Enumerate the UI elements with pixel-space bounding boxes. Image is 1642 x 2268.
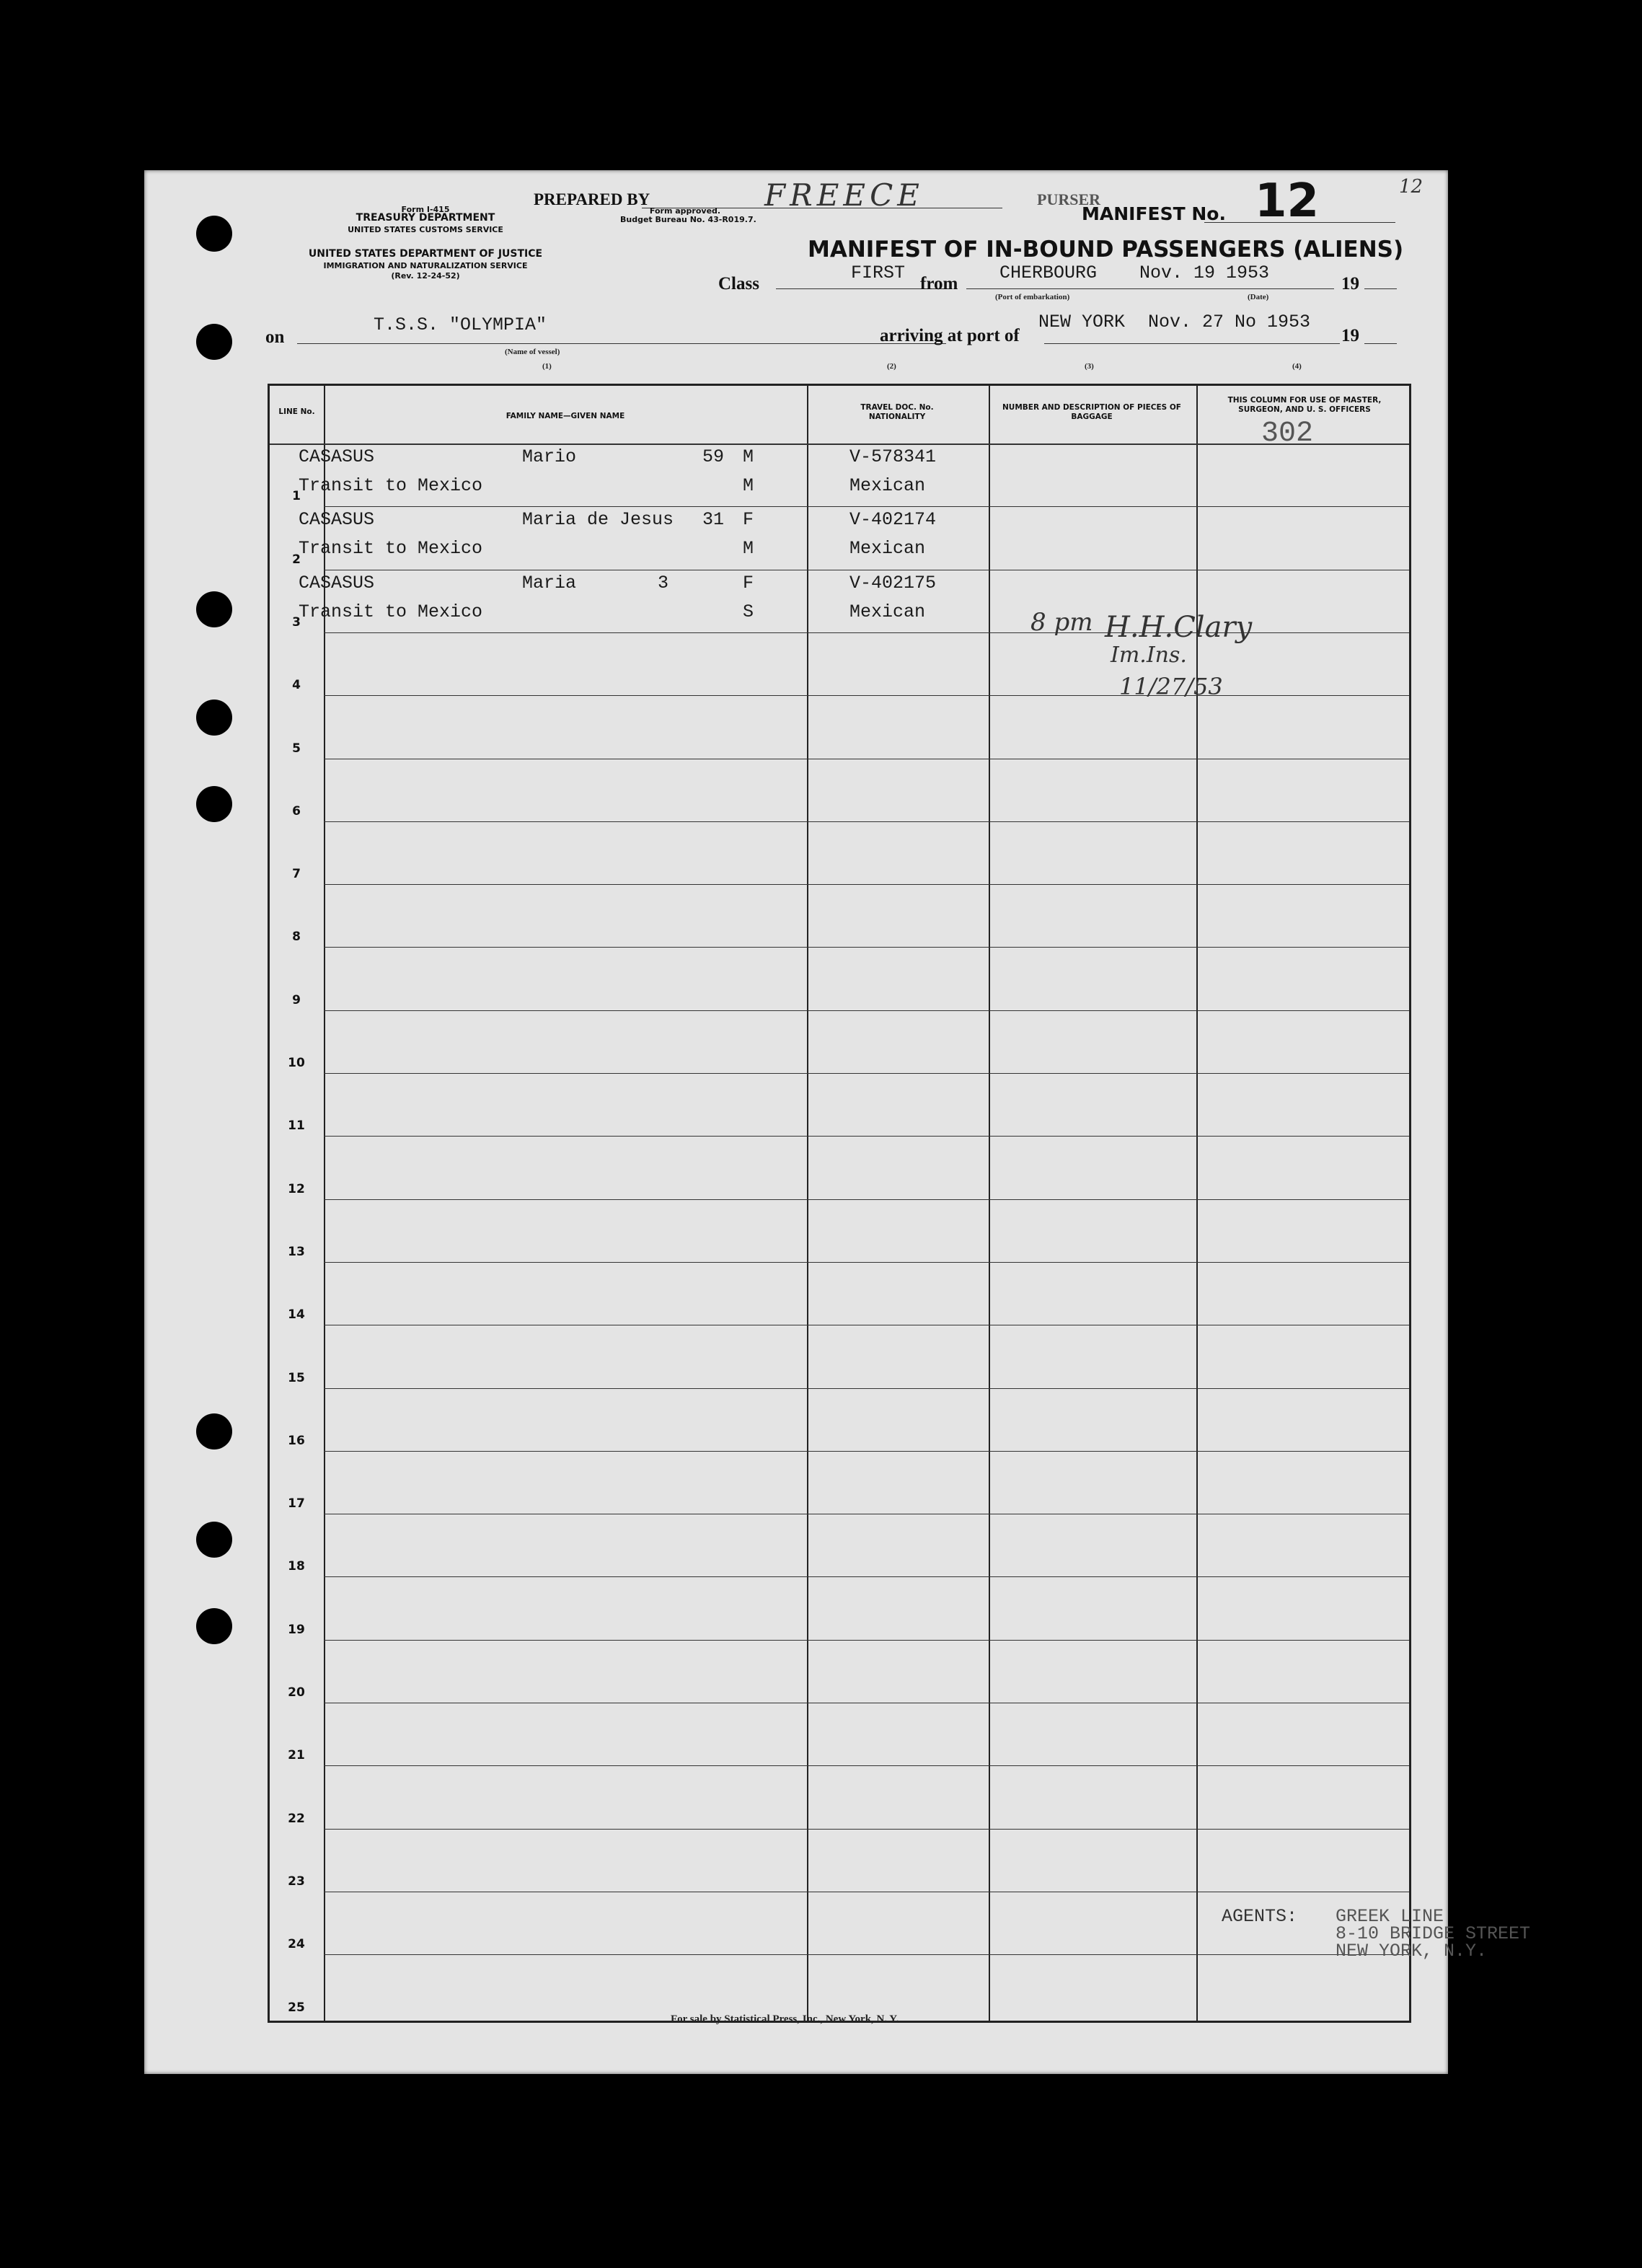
class-label: Class [718, 274, 759, 294]
year-line-2 [1364, 343, 1397, 344]
row-divider [324, 695, 1409, 696]
line-number: 23 [288, 1874, 305, 1889]
passenger-table [268, 384, 1531, 2023]
year-suffix-2: 19 [1341, 326, 1359, 345]
row-divider [324, 947, 1409, 948]
from-line [966, 288, 1334, 289]
row-divider [324, 1451, 1409, 1452]
punch-hole [196, 591, 232, 627]
line-number: 19 [288, 1622, 305, 1637]
passenger-nationality: Mexican [849, 601, 926, 622]
row-divider [324, 506, 1409, 507]
header-baggage: NUMBER AND DESCRIPTION OF PIECES OF BAGGAGE [1002, 403, 1181, 421]
passenger-travel-doc: V-578341 [849, 446, 937, 467]
agent-name: GREEK LINE [1336, 1906, 1444, 1927]
agent-street: 8-10 BRIDGE STREET [1336, 1923, 1531, 1944]
manifest-label: MANIFEST No. [1082, 203, 1226, 224]
line-number: 7 [292, 867, 301, 882]
officer-note-title: Im.Ins. [1111, 643, 1187, 668]
header-divider [270, 444, 1409, 445]
row-divider [324, 1829, 1409, 1830]
arrival-date: Nov. 27 No 1953 [1148, 312, 1311, 332]
passenger-travel-doc: V-402174 [849, 509, 937, 531]
passenger-travel-doc: V-402175 [849, 572, 937, 594]
passenger-age: 3 [658, 572, 669, 594]
passenger-nationality: Mexican [849, 475, 926, 496]
officer-note-date: 11/27/53 [1119, 673, 1223, 700]
row-divider [324, 1954, 1409, 1955]
line-number: 14 [288, 1307, 305, 1323]
agents-label: AGENTS: [1222, 1906, 1298, 1927]
line-number: 13 [288, 1244, 305, 1259]
arriving-label: arriving at port of [880, 326, 1020, 345]
passenger-age: 59 [702, 446, 725, 467]
row-divider [324, 1576, 1409, 1577]
year-suffix: 19 [1341, 274, 1359, 294]
row-divider [324, 1010, 1409, 1011]
year-line [1364, 288, 1397, 289]
header-line-no: LINE No. [278, 407, 315, 416]
line-number: 5 [292, 741, 301, 756]
class-value: FIRST [851, 262, 906, 283]
line-number: 8 [292, 930, 301, 945]
passenger-nationality: Mexican [849, 538, 926, 560]
row-divider [324, 821, 1409, 822]
line-number: 6 [292, 803, 301, 818]
passenger-sex: F [743, 572, 754, 594]
punch-hole [196, 1522, 232, 1558]
line-number: 17 [288, 1496, 305, 1512]
line-number: 20 [288, 1685, 305, 1700]
department-treasury: TREASURY DEPARTMENT [356, 212, 495, 224]
arrival-line [1044, 343, 1340, 344]
passenger-transit-note: Transit to Mexico [299, 601, 483, 622]
passenger-family-name: CASASUS [299, 572, 375, 594]
header-family-name: FAMILY NAME—GIVEN NAME [506, 412, 625, 420]
department-justice: UNITED STATES DEPARTMENT OF JUSTICE [308, 248, 543, 260]
vessel-line [297, 343, 946, 344]
date-caption: (Date) [1248, 293, 1269, 301]
immigration-service: IMMIGRATION AND NATURALIZATION SERVICE [323, 261, 528, 270]
embarkation-port: CHERBOURG [999, 262, 1098, 283]
line-number: 10 [288, 1056, 305, 1070]
punch-hole [196, 216, 232, 252]
row-divider [324, 1640, 1409, 1641]
form-approved: Form approved. [649, 206, 721, 216]
passenger-family-name: CASASUS [299, 446, 375, 467]
passenger-marital-status: M [743, 538, 754, 560]
row-divider [324, 1136, 1409, 1137]
from-label: from [920, 274, 958, 294]
embarkation-date: Nov. 19 1953 [1139, 262, 1270, 283]
column-number: (3) [1085, 362, 1094, 371]
purser-label: PURSER [1037, 190, 1101, 208]
punch-hole [196, 324, 232, 360]
column-divider [807, 386, 808, 2021]
line-number: 25 [288, 2000, 305, 2015]
row-divider [324, 1199, 1409, 1200]
officer-number: 302 [1261, 418, 1314, 450]
embarkation-caption: (Port of embarkation) [995, 293, 1070, 301]
budget-bureau: Budget Bureau No. 43-R019.7. [620, 215, 756, 224]
line-number: 2 [292, 552, 301, 567]
passenger-given-name: Maria [522, 572, 577, 594]
vessel-caption: (Name of vessel) [505, 348, 560, 356]
manifest-number: 12 [1255, 175, 1320, 228]
manifest-title: MANIFEST OF IN-BOUND PASSENGERS (ALIENS) [808, 237, 1404, 262]
passenger-given-name: Mario [522, 446, 577, 467]
column-divider [324, 386, 325, 2021]
line-number: 22 [288, 1811, 305, 1826]
corner-number: 12 [1399, 176, 1423, 198]
line-number: 16 [288, 1433, 305, 1448]
line-number: 24 [288, 1937, 305, 1952]
arrival-port: NEW YORK [1038, 312, 1126, 332]
prepared-by-signature: FREECE [764, 177, 924, 213]
prepared-by-label: PREPARED BY [534, 190, 650, 208]
punch-hole [196, 700, 232, 736]
officer-note-time: 8 pm [1030, 608, 1093, 637]
officer-note-signature: H.H.Clary [1105, 611, 1253, 644]
line-number: 3 [292, 614, 301, 630]
line-number: 9 [292, 992, 301, 1007]
sale-notice: For sale by Statistical Press, Inc., New York, N. Y. [671, 2013, 899, 2025]
header-travel-doc: TRAVEL DOC. No. NATIONALITY [860, 403, 934, 421]
manifest-page [144, 170, 1531, 2074]
passenger-family-name: CASASUS [299, 509, 375, 531]
row-divider [324, 884, 1409, 885]
row-divider [324, 1262, 1409, 1263]
column-divider [989, 386, 990, 2021]
header-officers: THIS COLUMN FOR USE OF MASTER, SURGEON, AND U. S. OFFICERS [1227, 396, 1382, 414]
column-number: (4) [1292, 362, 1302, 371]
passenger-marital-status: S [743, 601, 754, 622]
row-divider [324, 1073, 1409, 1074]
punch-hole [196, 1413, 232, 1450]
line-number: 21 [288, 1748, 305, 1763]
passenger-transit-note: Transit to Mexico [299, 475, 483, 496]
vessel-name: T.S.S. "OLYMPIA" [374, 314, 547, 335]
revision-date: (Rev. 12-24-52) [391, 271, 460, 281]
passenger-marital-status: M [743, 475, 754, 496]
punch-hole [196, 786, 232, 822]
passenger-given-name: Maria de Jesus [522, 509, 674, 531]
on-label: on [265, 327, 285, 347]
line-number: 15 [288, 1370, 305, 1385]
line-number: 11 [288, 1118, 305, 1134]
passenger-sex: M [743, 446, 754, 467]
row-divider [324, 1765, 1409, 1766]
line-number: 4 [292, 678, 301, 693]
passenger-transit-note: Transit to Mexico [299, 538, 483, 560]
row-divider [324, 1388, 1409, 1389]
column-number: (1) [542, 362, 552, 371]
line-number: 18 [288, 1559, 305, 1574]
agent-city: NEW YORK, N.Y. [1336, 1941, 1488, 1962]
punch-hole [196, 1608, 232, 1644]
form-number: Form I-415 [401, 205, 450, 214]
line-number: 12 [288, 1181, 305, 1196]
customs-service: UNITED STATES CUSTOMS SERVICE [348, 225, 503, 234]
passenger-sex: F [743, 509, 754, 531]
passenger-age: 31 [702, 509, 725, 531]
column-number: (2) [887, 362, 896, 371]
line-number: 1 [292, 489, 301, 504]
